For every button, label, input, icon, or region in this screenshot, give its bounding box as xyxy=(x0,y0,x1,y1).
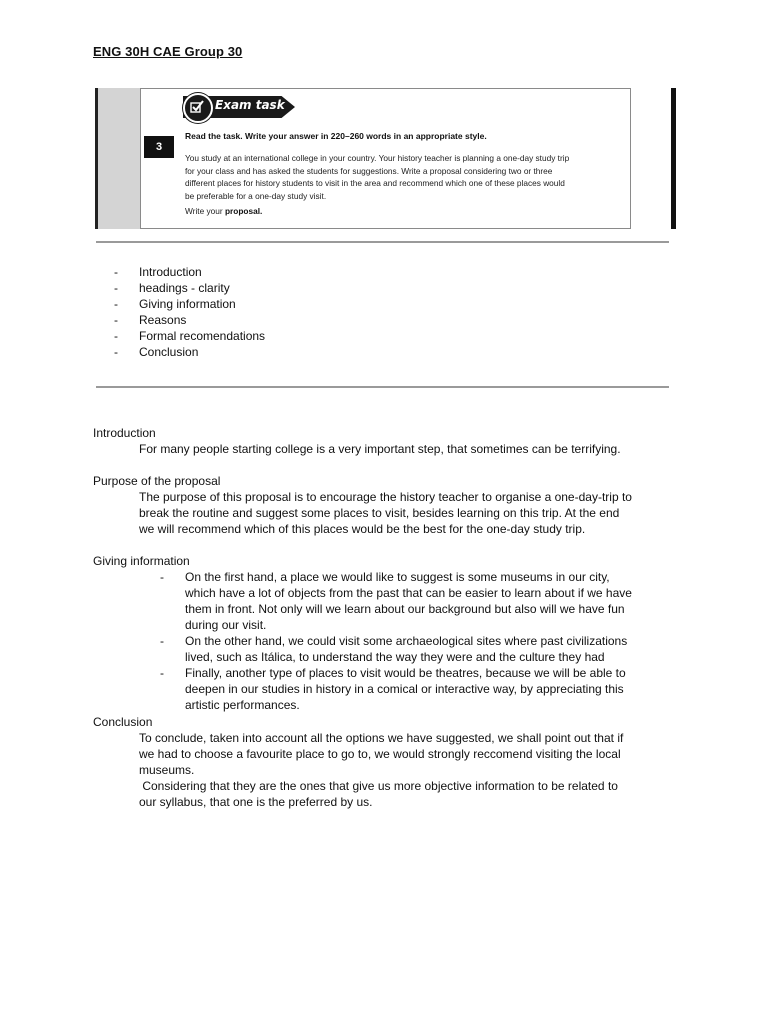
grey-margin xyxy=(98,88,140,229)
task-instruction: Read the task. Write your answer in 220–260 words in an appropriate style. xyxy=(185,131,487,141)
conclusion-paragraph: To conclude, taken into account all the options we have suggested, we shall point out that if we had to choose a favourite place to go to, we would strongly reccomend visiting the local museums. Considering that they are the ones that give us more objective information to be related to our syllabus, that one is the preferred by us. xyxy=(139,731,624,809)
introduction-heading: Introduction xyxy=(93,426,156,440)
task-body-line: You study at an international college in your country. Your history teacher is planning a one-day study trip xyxy=(185,153,570,163)
divider xyxy=(96,241,669,243)
list-item: - Reasons xyxy=(114,313,187,327)
list-item: - Introduction xyxy=(114,265,202,279)
exam-task-label: Exam task xyxy=(215,98,285,112)
divider xyxy=(96,386,669,388)
list-item: - headings - clarity xyxy=(114,281,230,295)
task-body-line: different places for history students to visit in the area and recommend which one of these places would xyxy=(185,178,565,189)
task-body xyxy=(185,152,625,203)
giving-information-heading: Giving information xyxy=(93,554,190,568)
list-item: - On the first hand, a place we would like to suggest is some museums in our city, which have a lot of objects from the past that can be easier to learn about if we have them in front. Not only will we learn about our background but also will we have fun during our visit. xyxy=(160,570,632,632)
task-body-line: be preferable for a one-day study visit. xyxy=(185,191,327,202)
list-item: - Giving information xyxy=(114,297,236,311)
information-bullets xyxy=(160,569,670,713)
task-number: 3 xyxy=(144,136,174,158)
document-title: ENG 30H CAE Group 30 xyxy=(93,44,243,59)
introduction-paragraph: For many people starting college is a very important step, that sometimes can be terrifying. xyxy=(139,442,621,456)
write-emphasis: proposal. xyxy=(224,206,263,216)
task-body-line: for your class and has asked the students for suggestions. Write a proposal considering two or three xyxy=(185,165,553,176)
exam-task-image xyxy=(95,88,677,229)
list-item: - Finally, another type of places to visit would be theatres, because we will be able to deepen in our studies in history in a comical or interactive way, by appreciating this artistic performances. xyxy=(160,666,626,712)
list-item: - On the other hand, we could visit some archaeological sites where past civilizations lived, such as Itálica, to understand the way they were and the culture they had xyxy=(160,634,628,664)
purpose-paragraph: The purpose of this proposal is to encourage the history teacher to organise a one-day-trip to break the routine and suggest some places to visit, besides learning on this trip. At the end we will recommend which of this places would be the best for the one-day study trip. xyxy=(139,490,632,536)
task-write-line xyxy=(185,206,262,216)
purpose-heading: Purpose of the proposal xyxy=(93,474,221,488)
conclusion-heading: Conclusion xyxy=(93,715,153,729)
list-item: - Formal recomendations xyxy=(114,329,266,343)
list-item: - Conclusion xyxy=(114,345,199,359)
checkbox-tick-icon xyxy=(183,93,213,123)
right-border xyxy=(671,88,676,229)
write-prefix: Write your xyxy=(185,206,223,216)
outline-list xyxy=(114,264,265,360)
